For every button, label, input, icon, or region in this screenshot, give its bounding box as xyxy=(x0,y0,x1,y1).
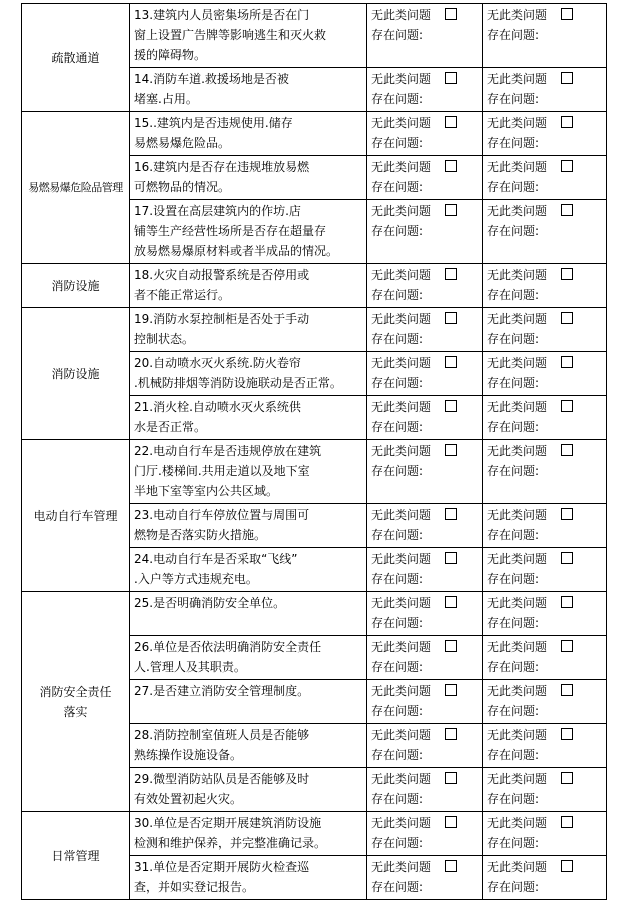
check-cell-second xyxy=(483,68,607,112)
inspection-item: 23.电动自行车停放位置与周围可 燃物是否落实防火措施。 xyxy=(130,504,367,548)
no-issue-checkbox[interactable] xyxy=(561,204,573,216)
no-issue-checkbox[interactable] xyxy=(561,116,573,128)
inspection-item: 17.设置在高层建筑内的作坊.店 铺等生产经营性场所是否存在超量存 放易燃易爆原材料或者半成品的情况。 xyxy=(130,200,367,264)
no-issue-checkbox[interactable] xyxy=(561,552,573,564)
table-row xyxy=(22,592,607,636)
inspection-item: 18.火灾自动报警系统是否停用或 者不能正常运行。 xyxy=(130,264,367,308)
issue-label: 存在问题: xyxy=(371,420,424,434)
inspection-item: 14.消防车道.救援场地是否被 堵塞.占用。 xyxy=(130,68,367,112)
inspection-item: 27.是否建立消防安全管理制度。 xyxy=(130,680,367,724)
issue-label: 存在问题: xyxy=(487,528,540,542)
check-cell-first xyxy=(367,308,483,352)
check-cell-first xyxy=(367,68,483,112)
issue-label: 存在问题: xyxy=(487,28,540,42)
inspection-item: 31.单位是否定期开展防火检查巡 查，并如实登记报告。 xyxy=(130,856,367,900)
no-issue-label: 无此类问题 xyxy=(371,204,432,218)
check-cell-first xyxy=(367,352,483,396)
no-issue-checkbox[interactable] xyxy=(561,772,573,784)
no-issue-label: 无此类问题 xyxy=(487,816,548,830)
inspection-item: 25.是否明确消防安全单位。 xyxy=(130,592,367,636)
check-cell-first xyxy=(367,200,483,264)
no-issue-checkbox[interactable] xyxy=(445,596,457,608)
issue-label: 存在问题: xyxy=(371,376,424,390)
category-label: 消防设施 xyxy=(51,366,100,381)
category-cell xyxy=(22,112,130,264)
no-issue-checkbox[interactable] xyxy=(561,444,573,456)
issue-label: 存在问题: xyxy=(371,528,424,542)
category-label: 电动自行车管理 xyxy=(33,508,118,523)
issue-label: 存在问题: xyxy=(371,748,424,762)
category-cell xyxy=(22,308,130,440)
category-label: 落实 xyxy=(63,704,88,719)
issue-label: 存在问题: xyxy=(487,332,540,346)
no-issue-checkbox[interactable] xyxy=(445,816,457,828)
inspection-table xyxy=(21,3,607,900)
table-row xyxy=(22,440,607,504)
no-issue-label: 无此类问题 xyxy=(487,508,548,522)
no-issue-checkbox[interactable] xyxy=(561,816,573,828)
no-issue-label: 无此类问题 xyxy=(371,160,432,174)
check-cell-first xyxy=(367,4,483,68)
no-issue-label: 无此类问题 xyxy=(371,552,432,566)
no-issue-label: 无此类问题 xyxy=(487,400,548,414)
issue-label: 存在问题: xyxy=(487,180,540,194)
issue-label: 存在问题: xyxy=(487,136,540,150)
issue-label: 存在问题: xyxy=(487,92,540,106)
no-issue-checkbox[interactable] xyxy=(445,400,457,412)
no-issue-label: 无此类问题 xyxy=(371,508,432,522)
inspection-item: 16.建筑内是否存在违规堆放易燃 可燃物品的情况。 xyxy=(130,156,367,200)
issue-label: 存在问题: xyxy=(487,748,540,762)
inspection-item: 29.微型消防站队员是否能够及时 有效处置初起火灾。 xyxy=(130,768,367,812)
no-issue-label: 无此类问题 xyxy=(371,640,432,654)
category-label: 日常管理 xyxy=(51,848,100,863)
issue-label: 存在问题: xyxy=(371,224,424,238)
no-issue-label: 无此类问题 xyxy=(487,356,548,370)
check-cell-first xyxy=(367,768,483,812)
inspection-item: 21.消火栓.自动喷水灭火系统供 水是否正常。 xyxy=(130,396,367,440)
no-issue-checkbox[interactable] xyxy=(445,444,457,456)
inspection-item: 28.消防控制室值班人员是否能够 熟练操作设施设备。 xyxy=(130,724,367,768)
issue-label: 存在问题: xyxy=(487,288,540,302)
issue-label: 存在问题: xyxy=(371,572,424,586)
issue-label: 存在问题: xyxy=(371,836,424,850)
no-issue-label: 无此类问题 xyxy=(487,312,548,326)
no-issue-checkbox[interactable] xyxy=(561,268,573,280)
issue-label: 存在问题: xyxy=(487,616,540,630)
check-cell-first xyxy=(367,592,483,636)
check-cell-second xyxy=(483,264,607,308)
category-label: 消防安全责任 xyxy=(39,684,112,699)
issue-label: 存在问题: xyxy=(487,224,540,238)
no-issue-checkbox[interactable] xyxy=(445,116,457,128)
issue-label: 存在问题: xyxy=(371,180,424,194)
no-issue-label: 无此类问题 xyxy=(371,684,432,698)
issue-label: 存在问题: xyxy=(487,836,540,850)
no-issue-checkbox[interactable] xyxy=(445,728,457,740)
check-cell-first xyxy=(367,504,483,548)
check-cell-first xyxy=(367,812,483,856)
check-cell-first xyxy=(367,440,483,504)
check-cell-second xyxy=(483,396,607,440)
no-issue-label: 无此类问题 xyxy=(487,860,548,874)
issue-label: 存在问题: xyxy=(487,660,540,674)
no-issue-label: 无此类问题 xyxy=(487,684,548,698)
check-cell-first xyxy=(367,636,483,680)
issue-label: 存在问题: xyxy=(487,792,540,806)
check-cell-second xyxy=(483,156,607,200)
no-issue-label: 无此类问题 xyxy=(371,8,432,22)
no-issue-label: 无此类问题 xyxy=(487,116,548,130)
inspection-item: 13.建筑内人员密集场所是否在门 窗上设置广告牌等影响逃生和灭火救 援的障碍物。 xyxy=(130,4,367,68)
no-issue-label: 无此类问题 xyxy=(371,356,432,370)
no-issue-label: 无此类问题 xyxy=(487,596,548,610)
table-row xyxy=(22,4,607,68)
check-cell-first xyxy=(367,396,483,440)
no-issue-checkbox[interactable] xyxy=(561,400,573,412)
inspection-item: 26.单位是否依法明确消防安全责任 人.管理人及其职责。 xyxy=(130,636,367,680)
no-issue-label: 无此类问题 xyxy=(487,552,548,566)
issue-label: 存在问题: xyxy=(487,572,540,586)
no-issue-label: 无此类问题 xyxy=(487,204,548,218)
check-cell-second xyxy=(483,592,607,636)
no-issue-checkbox[interactable] xyxy=(445,772,457,784)
inspection-item: 20.自动喷水灭火系统.防火卷帘 .机械防排烟等消防设施联动是否正常。 xyxy=(130,352,367,396)
issue-label: 存在问题: xyxy=(487,704,540,718)
check-cell-first xyxy=(367,548,483,592)
no-issue-checkbox[interactable] xyxy=(561,160,573,172)
no-issue-checkbox[interactable] xyxy=(445,160,457,172)
no-issue-label: 无此类问题 xyxy=(371,268,432,282)
check-cell-first xyxy=(367,680,483,724)
no-issue-checkbox[interactable] xyxy=(445,684,457,696)
no-issue-label: 无此类问题 xyxy=(371,596,432,610)
no-issue-checkbox[interactable] xyxy=(445,552,457,564)
no-issue-label: 无此类问题 xyxy=(487,444,548,458)
no-issue-checkbox[interactable] xyxy=(445,860,457,872)
check-cell-first xyxy=(367,156,483,200)
issue-label: 存在问题: xyxy=(371,332,424,346)
check-cell-second xyxy=(483,352,607,396)
table-row xyxy=(22,812,607,856)
inspection-item: 30.单位是否定期开展建筑消防设施 检测和维护保养，并完整准确记录。 xyxy=(130,812,367,856)
no-issue-label: 无此类问题 xyxy=(371,444,432,458)
check-cell-second xyxy=(483,724,607,768)
no-issue-checkbox[interactable] xyxy=(445,356,457,368)
inspection-item: 24.电动自行车是否采取“飞线” .入户等方式违规充电。 xyxy=(130,548,367,592)
category-cell xyxy=(22,592,130,812)
no-issue-checkbox[interactable] xyxy=(561,356,573,368)
no-issue-label: 无此类问题 xyxy=(371,728,432,742)
table-row xyxy=(22,112,607,156)
inspection-item: 15..建筑内是否违规使用.储存 易燃易爆危险品。 xyxy=(130,112,367,156)
no-issue-label: 无此类问题 xyxy=(371,312,432,326)
check-cell-first xyxy=(367,264,483,308)
no-issue-label: 无此类问题 xyxy=(371,116,432,130)
no-issue-checkbox[interactable] xyxy=(561,640,573,652)
category-cell xyxy=(22,812,130,900)
issue-label: 存在问题: xyxy=(487,376,540,390)
category-cell xyxy=(22,264,130,308)
no-issue-checkbox[interactable] xyxy=(561,508,573,520)
no-issue-checkbox[interactable] xyxy=(445,312,457,324)
check-cell-second xyxy=(483,548,607,592)
no-issue-label: 无此类问题 xyxy=(371,772,432,786)
no-issue-checkbox[interactable] xyxy=(445,640,457,652)
no-issue-label: 无此类问题 xyxy=(487,640,548,654)
no-issue-label: 无此类问题 xyxy=(371,816,432,830)
issue-label: 存在问题: xyxy=(371,660,424,674)
issue-label: 存在问题: xyxy=(371,704,424,718)
no-issue-label: 无此类问题 xyxy=(371,860,432,874)
check-cell-second xyxy=(483,112,607,156)
no-issue-label: 无此类问题 xyxy=(371,72,432,86)
no-issue-label: 无此类问题 xyxy=(487,268,548,282)
issue-label: 存在问题: xyxy=(371,28,424,42)
inspection-item: 19.消防水泵控制柜是否处于手动 控制状态。 xyxy=(130,308,367,352)
issue-label: 存在问题: xyxy=(371,616,424,630)
check-cell-first xyxy=(367,856,483,900)
issue-label: 存在问题: xyxy=(487,420,540,434)
table-row xyxy=(22,308,607,352)
no-issue-checkbox[interactable] xyxy=(561,728,573,740)
no-issue-label: 无此类问题 xyxy=(487,160,548,174)
no-issue-checkbox[interactable] xyxy=(561,596,573,608)
no-issue-label: 无此类问题 xyxy=(371,400,432,414)
no-issue-checkbox[interactable] xyxy=(445,8,457,20)
inspection-item: 22.电动自行车是否违规停放在建筑 门厅.楼梯间.共用走道以及地下室 半地下室等室内公共区域。 xyxy=(130,440,367,504)
check-cell-first xyxy=(367,724,483,768)
issue-label: 存在问题: xyxy=(371,288,424,302)
check-cell-second xyxy=(483,504,607,548)
no-issue-checkbox[interactable] xyxy=(561,684,573,696)
category-label: 疏散通道 xyxy=(51,50,100,65)
category-cell xyxy=(22,4,130,112)
issue-label: 存在问题: xyxy=(371,464,424,478)
no-issue-checkbox[interactable] xyxy=(445,204,457,216)
category-cell xyxy=(22,440,130,592)
check-cell-second xyxy=(483,812,607,856)
issue-label: 存在问题: xyxy=(371,880,424,894)
category-label: 消防设施 xyxy=(51,278,100,293)
check-cell-second xyxy=(483,680,607,724)
no-issue-checkbox[interactable] xyxy=(561,72,573,84)
issue-label: 存在问题: xyxy=(371,136,424,150)
no-issue-checkbox[interactable] xyxy=(561,312,573,324)
issue-label: 存在问题: xyxy=(487,464,540,478)
check-cell-second xyxy=(483,200,607,264)
no-issue-label: 无此类问题 xyxy=(487,772,548,786)
check-cell-second xyxy=(483,768,607,812)
check-cell-second xyxy=(483,856,607,900)
check-cell-second xyxy=(483,440,607,504)
check-cell-second xyxy=(483,636,607,680)
no-issue-checkbox[interactable] xyxy=(445,268,457,280)
issue-label: 存在问题: xyxy=(487,880,540,894)
no-issue-label: 无此类问题 xyxy=(487,72,548,86)
table-row xyxy=(22,264,607,308)
no-issue-checkbox[interactable] xyxy=(561,860,573,872)
no-issue-label: 无此类问题 xyxy=(487,728,548,742)
check-cell-second xyxy=(483,308,607,352)
issue-label: 存在问题: xyxy=(371,792,424,806)
no-issue-checkbox[interactable] xyxy=(445,508,457,520)
check-cell-second xyxy=(483,4,607,68)
check-cell-first xyxy=(367,112,483,156)
no-issue-checkbox[interactable] xyxy=(561,8,573,20)
category-label: 易燃易爆危险品管理 xyxy=(28,180,123,194)
no-issue-checkbox[interactable] xyxy=(445,72,457,84)
issue-label: 存在问题: xyxy=(371,92,424,106)
no-issue-label: 无此类问题 xyxy=(487,8,548,22)
